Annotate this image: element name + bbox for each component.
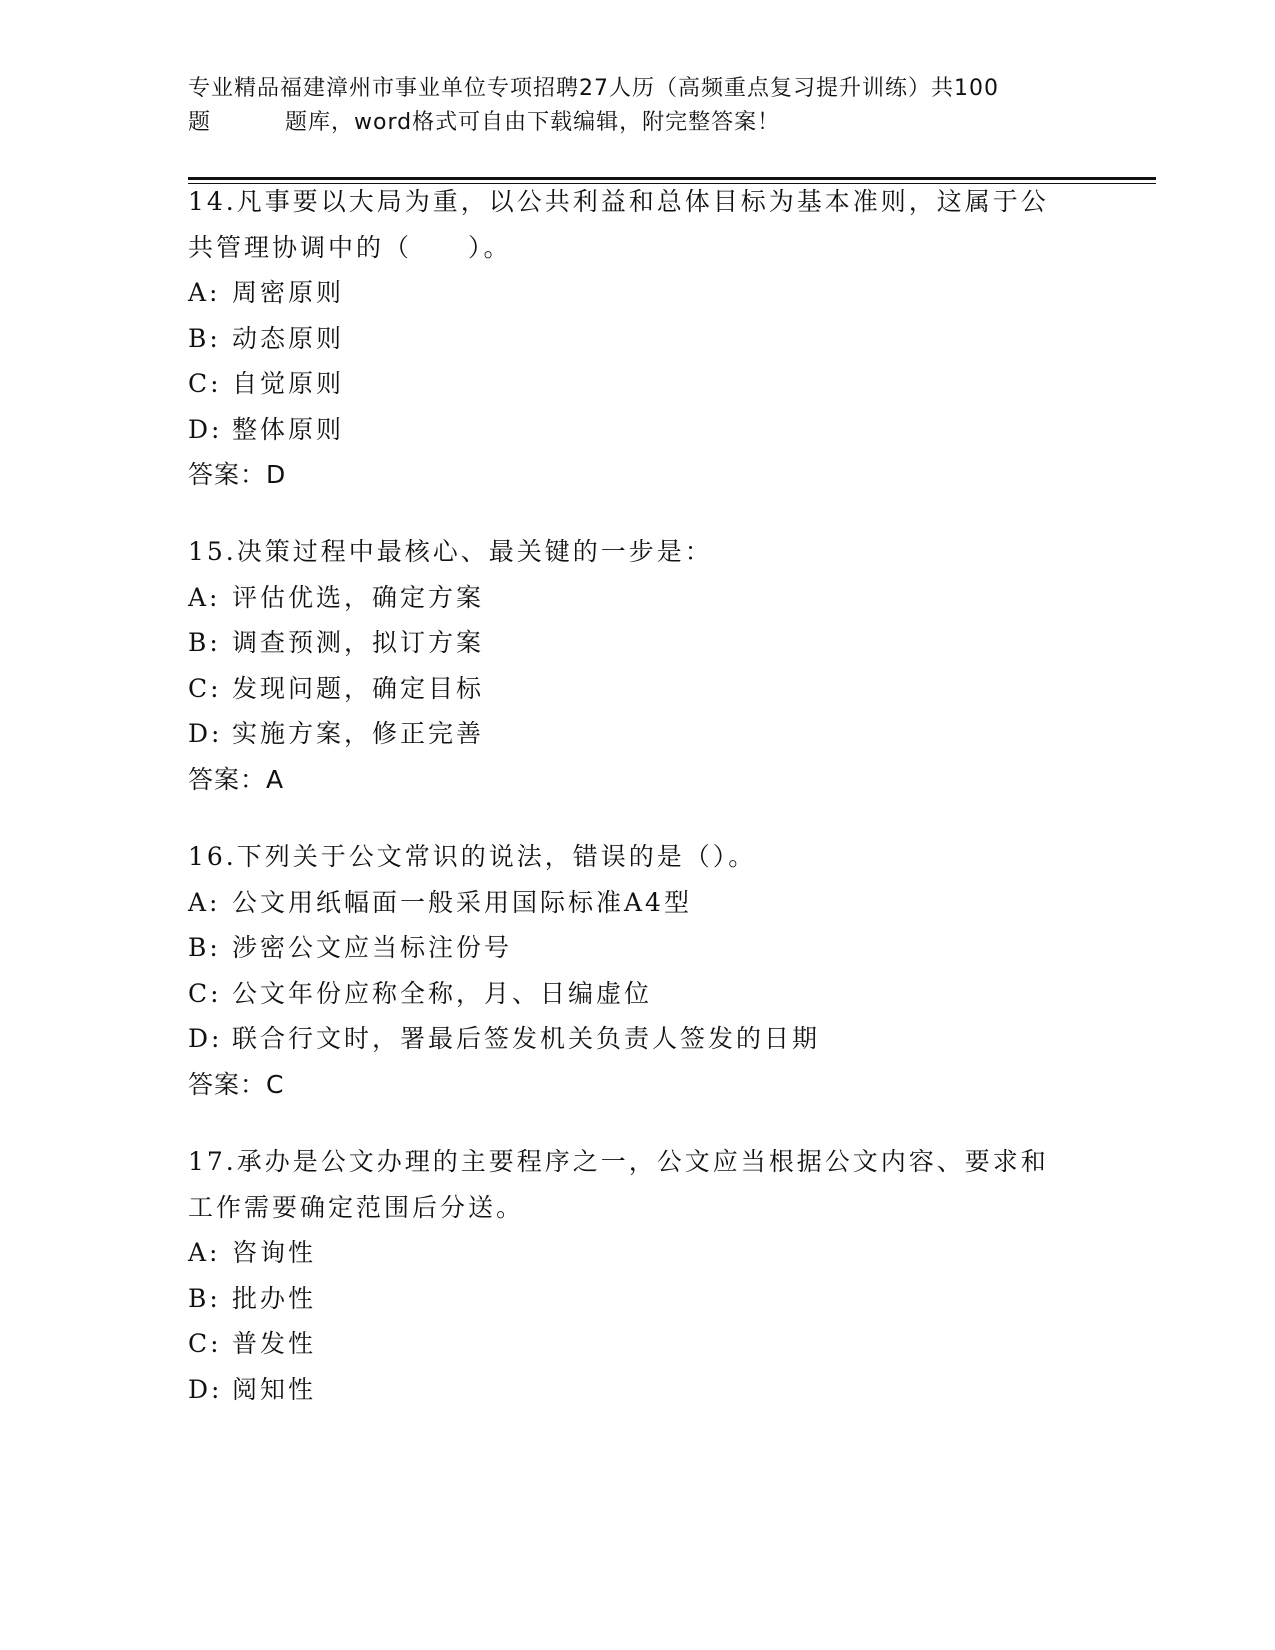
- question-text: [188, 834, 1068, 880]
- question-number: 15.: [188, 537, 237, 566]
- option-key: C:: [188, 369, 222, 398]
- option-text: 调查预测，拟订方案: [232, 628, 485, 657]
- option-b: [188, 1276, 1088, 1322]
- question-body: 下列关于公文常识的说法，错误的是（）。: [236, 842, 757, 871]
- option-key: B:: [188, 628, 221, 657]
- option-key: C:: [188, 673, 222, 703]
- option-b: [188, 316, 1088, 362]
- option-key: D:: [188, 1374, 223, 1404]
- option-key: A:: [188, 887, 221, 917]
- option-text: 动态原则: [232, 323, 345, 353]
- option-a: [188, 270, 1088, 316]
- question-body: 凡事要以大局为重，以公共利益和总体目标为基本准则，这属于公共管理协调中的（ ）。: [188, 187, 1049, 262]
- option-text: 公文用纸幅面一般采用国际标准A4型: [232, 887, 692, 917]
- question-body: 决策过程中最核心、最关键的一步是：: [236, 537, 713, 566]
- answer: 答案：A: [188, 764, 285, 794]
- header-line-2-rest: 题库，word格式可自由下载编辑，附完整答案！: [285, 110, 781, 135]
- question-number: 17.: [188, 1147, 237, 1176]
- question-14: [188, 179, 1088, 498]
- option-text: 周密原则: [232, 278, 345, 307]
- option-key: D:: [188, 414, 223, 444]
- question-body: 承办是公文办理的主要程序之一，公文应当根据公文内容、要求和工作需要确定范围后分送。: [188, 1147, 1049, 1222]
- option-text: 实施方案，修正完善: [232, 719, 485, 748]
- option-a: [188, 880, 1088, 926]
- question-15: [188, 529, 1088, 802]
- header-line-2: [188, 106, 1068, 140]
- question-number: 16.: [188, 842, 237, 871]
- option-text: 普发性: [232, 1329, 317, 1358]
- header-line-1: 专业精品福建漳州市事业单位专项招聘27人历（高频重点复习提升训练）共100: [188, 76, 999, 101]
- option-key: B:: [188, 933, 221, 962]
- option-c: [188, 666, 1088, 712]
- answer: 答案：C: [188, 1069, 285, 1099]
- option-d: [188, 407, 1088, 453]
- option-key: C:: [188, 1329, 222, 1358]
- answer: 答案：D: [188, 460, 287, 489]
- option-key: A:: [188, 278, 221, 307]
- option-a: [188, 575, 1088, 621]
- option-a: [188, 1230, 1088, 1276]
- option-text: 评估优选，确定方案: [232, 582, 485, 612]
- option-text: 阅知性: [232, 1374, 317, 1404]
- option-key: C:: [188, 978, 222, 1008]
- option-c: [188, 971, 1088, 1017]
- option-key: A:: [188, 582, 221, 612]
- option-b: [188, 925, 1088, 971]
- option-text: 联合行文时，署最后签发机关负责人签发的日期: [232, 1024, 821, 1053]
- option-key: B:: [188, 323, 221, 353]
- option-d: [188, 1367, 1088, 1413]
- question-number: 14.: [188, 187, 237, 216]
- question-text: [188, 1139, 1068, 1230]
- document-header: [188, 72, 1068, 140]
- option-b: [188, 620, 1088, 666]
- option-d: [188, 1016, 1088, 1062]
- question-text: [188, 179, 1068, 270]
- option-key: D:: [188, 719, 223, 748]
- option-text: 自觉原则: [232, 369, 345, 398]
- option-c: [188, 1321, 1088, 1367]
- option-key: A:: [188, 1238, 221, 1267]
- option-text: 涉密公文应当标注份号: [232, 933, 513, 962]
- question-text: [188, 529, 1068, 575]
- option-text: 咨询性: [232, 1238, 317, 1267]
- question-17: [188, 1139, 1088, 1412]
- option-text: 发现问题，确定目标: [232, 673, 485, 703]
- option-d: [188, 711, 1088, 757]
- option-c: [188, 361, 1088, 407]
- header-line-2-start: 题: [188, 110, 212, 135]
- option-text: 公文年份应称全称，月、日编虚位: [232, 978, 653, 1008]
- option-text: 整体原则: [232, 414, 345, 444]
- option-key: D:: [188, 1024, 223, 1053]
- option-text: 批办性: [232, 1283, 317, 1313]
- question-16: [188, 834, 1088, 1107]
- option-key: B:: [188, 1283, 221, 1313]
